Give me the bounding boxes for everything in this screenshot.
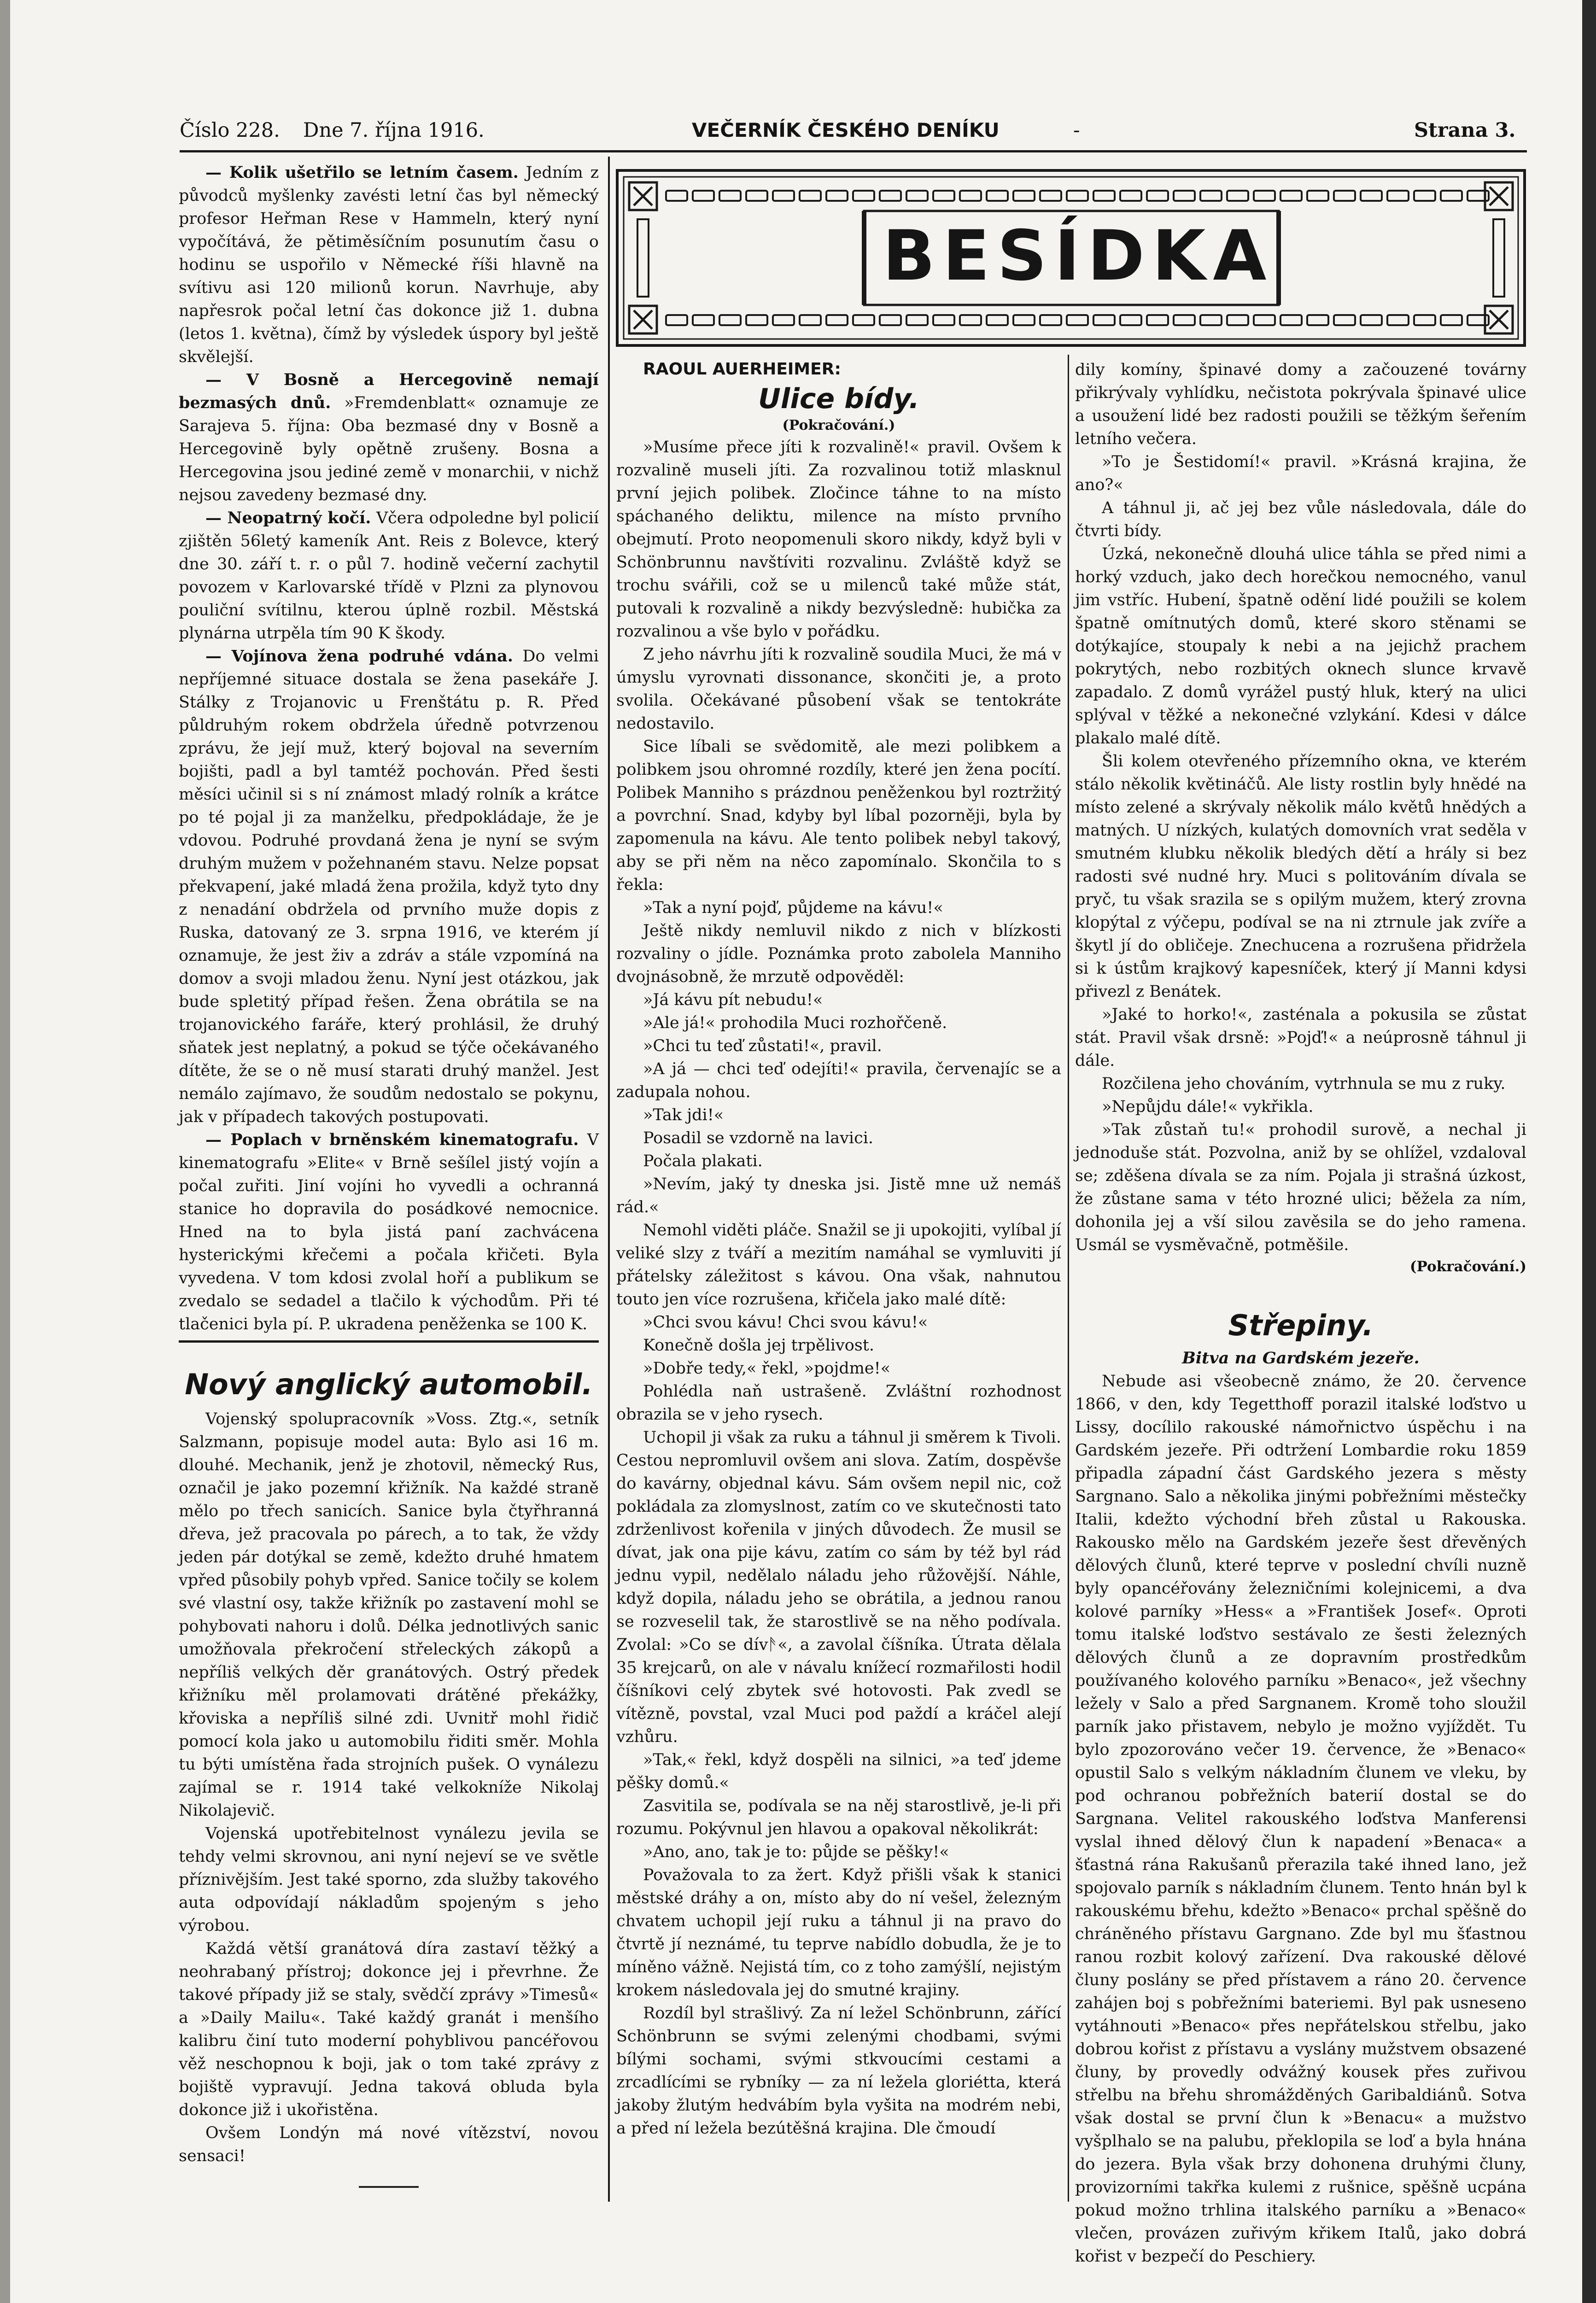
ornament-link — [1093, 191, 1115, 201]
story-paragraph: Rozdíl byl strašlivý. Za ní ležel Schönbrunn, zářící Schönbrunn se svými zelenými chodbami, svými bílými sochami, svými stkvoucími cestami a zrcadlícími se rybníky — za ní ležela gloriétta, která jakoby žlutým hedvábím byla vyšita na modrém nebi, a před ní ležela bezútěšná krajina. Dle čmoudí — [616, 2004, 1061, 2138]
ornament-link — [1147, 315, 1168, 325]
ornament-link — [1387, 315, 1409, 325]
ornament-link — [960, 315, 981, 325]
end-rule — [359, 2186, 419, 2188]
header-rule — [180, 150, 1527, 152]
news-rule — [179, 1340, 599, 1343]
story-paragraph: »Nepůjdu dále!« vykřikla. — [1102, 1098, 1314, 1116]
ornament-link — [1280, 191, 1302, 201]
ornament-link — [1093, 315, 1115, 325]
page-header — [180, 119, 1525, 147]
issue-date: Dne 7. října 1916. — [303, 119, 485, 142]
story-paragraph: »Ano, ano, tak je to: půjde se pěšky!« — [643, 1843, 949, 1861]
news-item-lead: — Poplach v brněnském kinematografu. — [205, 1130, 579, 1149]
ornament-link — [1414, 191, 1435, 201]
story-continued-end: (Pokračování.) — [1409, 1258, 1526, 1275]
story-paragraph: »Nevím, jaký ty dneska jsi. Jistě mne už nemáš rád.« — [616, 1175, 1061, 1216]
story-author: RAOUL AUERHEIMER: — [643, 360, 841, 379]
ornament-link — [1414, 315, 1435, 325]
ornament-link — [1441, 191, 1462, 201]
strepiny-subtitle: Bitva na Gardském jezeře. — [1182, 1349, 1420, 1368]
ornament-link — [666, 315, 687, 325]
ornament-link — [1254, 315, 1275, 325]
newspaper-title: VEČERNÍK ČESKÉHO DENÍKU — [692, 119, 1000, 141]
middle-column — [616, 358, 1061, 2140]
ornament-link — [719, 191, 741, 201]
ornament-link — [1227, 315, 1248, 325]
story-paragraph: Rozčilena jeho chováním, vytrhnula se mu z ruky. — [1102, 1075, 1506, 1093]
news-item — [179, 507, 599, 645]
ornament-link — [826, 191, 848, 201]
column-rule-left — [608, 157, 610, 2202]
ornament-link — [1040, 191, 1061, 201]
story-paragraph: »Chci svou kávu! Chci svou kávu!« — [643, 1313, 928, 1332]
news-item — [179, 161, 599, 368]
news-item-text: V kinematografu »Elite« v Brně sešílel jistý vojín a počal zuřiti. Jiní vojíni ho vyvedli a ochranná stanice ho dopravila do posádkové nemocnice. Hned na to byla jistá paní zachvácena hysterickými křečemi a počala křičeti. Byla vyvedena. V tom kdosi zvolal hoří a publikum se zvedalo se sedadel a tlačilo k východům. Při té tlačenici byla pí. P. ukradena peněženka se 100 K. — [179, 1131, 599, 1333]
story-paragraph: Konečně došla jej trpělivost. — [643, 1336, 874, 1355]
scan-left-edge — [0, 0, 10, 2303]
left-column — [179, 161, 599, 1336]
story-paragraph: Šli kolem otevřeného přízemního okna, ve kterém stálo několik květináčů. Ale listy rostlin byly hnědé na místo zelené a skrývaly několik málo květů hnědých a matných. U nízkých, kulatých domovních vrat seděla v smutném klubku několik bledých dětí a hrály si bez radosti své nudné hry. Muci s politováním dívala se pryč, tu však srazila se s opilým mužem, který zrovna klopýtal z výčepu, podíval se na ni ztrnule jak zvíře a škytl jí do obličeje. Znechucena a rozrušena přidržela si k ústům krajkový kapesníček, který jí Manni kdysi přivezl z Benátek. — [1075, 752, 1526, 1001]
news-item-lead: — Kolik ušetřilo se letním časem. — [205, 163, 519, 182]
story-paragraph: »Tak,« řekl, když dospěli na silnici, »a teď jdeme pěšky domů.« — [616, 1751, 1061, 1792]
ornament-link — [1174, 191, 1195, 201]
car-article — [179, 1363, 599, 2188]
ornament-link — [746, 191, 767, 201]
car-headline: Nový anglický automobil. — [185, 1368, 593, 1401]
ornament-link — [693, 315, 714, 325]
story-paragraph: Považovala to za žert. Když přišli však k stanici městské dráhy a on, místo aby do ní vešel, železným chvatem uchopil její ruku a táhnul ji na pravo do čtvrtě jí neznámé, tu teprve nabídlo dobudla, že je to míněno vážně. Nejistá tím, co z toho zamýšlí, nejistým krokem následovala jej do smutné krajiny. — [616, 1866, 1061, 1999]
scan-right-edge — [1582, 0, 1596, 2303]
story-body-continued — [1075, 358, 1526, 1257]
story-paragraph: Z jeho návrhu jíti k rozvalině soudila Muci, že má v úmyslu vyrovnati dissonance, skončiti je, a proto svolila. Očekávané působení však se tentokráte nedostavilo. — [616, 645, 1061, 733]
story-paragraph: Uchopil ji však za ruku a táhnul ji směrem k Tivoli. Cestou nepromluvil ovšem ani slova. Zatím, dospěvše do kavárny, objednal kávu. Sám ovšem nepil nic, což pokládala za zlomyslnost, zatím co ve skutečnosti tato zdrženlivost kořenila v jiných důvodech. Že musil se dívat, jak ona pije kávu, zatím co sám by též byl rád jednu vypil, nedělalo náladu jeho růžovější. Náhle, když dopila, náladu jeho se obrátila, a jednou ranou se rozveselil tak, že starostlivě se na něho podívala. Zvolal: »Co se dívᚫ«, a zavolal číšníka. Útrata dělala 35 krejcarů, on ale v návalu knížecí rozmařilosti hodil číšníkovi celý zbytek své hotovosti. Pak zvedl se vítězně, povstal, vzal Muci pod paždí a kráčel alejí vzhůru. — [616, 1428, 1061, 1746]
ornament-link — [800, 315, 821, 325]
ornament-link — [1307, 191, 1328, 201]
ornament-link — [1280, 315, 1302, 325]
news-item — [179, 1128, 599, 1336]
car-paragraph: Vojenský spolupracovník »Voss. Ztg.«, setník Salzmann, popisuje model auta: Bylo asi 16 m. dlouhé. Mechanik, jenž je zhotovil, německý Rus, označil je jako pozemní křižník. Na každé straně mělo po třech sanicích. Sanice byla čtyřhranná dřeva, jež pracovala po párech, a to tak, že vždy jeden pár dotýkal se země, kdežto druhé hmatem vpřed působily pohyb vpřed. Sanice točily se kolem své vlastní osy, takže křižník po zastavení mohl se pohybovati nahoru i dolů. Délka jednotlivých sanic umožňovala překročení střeleckých zákopů a nepříliš velkých děr granátových. Ostrý předek křižníku měl prolamovati drátěné překážky, křoviska a nepříliš silné zdi. Uvnitř mohl řidič pomocí kola jako u automobilu řiditi směr. Mohla tu býti umístěna řada strojních pušek. O vynálezu zajímal se r. 1914 také velkokníže Nikolaj Nikolajevič. — [179, 1410, 599, 1820]
ornament-link — [1147, 191, 1168, 201]
ornament-link — [933, 191, 954, 201]
news-list — [179, 161, 599, 1336]
besidka-banner — [615, 169, 1526, 347]
story-paragraph: Úzká, nekonečně dlouhá ulice táhla se před nimi a horký vzduch, jako dech horečkou nemocného, vanul jim vstříc. Hubení, špatně odění lidé použili se kolem špatně omítnutých domů, které skoro stěnami se dotýkajíce, stoupaly k nebi a na jejichž prachem pokrytých, nebo rozbitých oknech slunce krvavě zapadalo. Z domů vyrážel pustý hluk, který na ulici splýval v těžké a nekonečné vzlykání. Kdesi v dálce plakalo malé dítě. — [1075, 545, 1526, 748]
news-item — [179, 645, 599, 1128]
ornament-link — [1361, 315, 1382, 325]
story-paragraph: »Tak a nyní pojď, půjdeme na kávu!« — [643, 899, 943, 917]
ornament-link — [1334, 315, 1355, 325]
news-item — [179, 368, 599, 507]
ornament-link — [666, 191, 687, 201]
ornament-link — [1361, 191, 1382, 201]
besidka-title: BESÍDKA — [883, 216, 1274, 296]
car-paragraph: Každá větší granátová díra zastaví těžký a neohrabaný přístroj; dokonce jej i převrhne. Že takové případy již se staly, svědčí zprávy »Timesů« a »Daily Mailu«. Také každý granát i menšího kalibru činí tuto moderní pohyblivou pancéřovou věž neschopnou k boji, jak o tom také zprávy z bojiště vypravují. Jedna taková obluda byla dokonce již i ukořistěna. — [179, 1940, 599, 2119]
ornament-link — [1174, 315, 1195, 325]
ornament-link — [987, 191, 1008, 201]
story-paragraph: Posadil se vzdorně na lavici. — [643, 1129, 874, 1147]
ornament-link — [1200, 191, 1222, 201]
news-item-lead: — Neopatrný kočí. — [205, 509, 371, 527]
story-paragraph: »Jaké to horko!«, zasténala a pokusila se zůstat stát. Pravil však drsně: »Pojď!« a neúprosně táhnul ji dále. — [1075, 1005, 1526, 1070]
ornament-link — [1307, 315, 1328, 325]
ornament-link — [853, 315, 874, 325]
news-item-text: »Fremdenblatt« oznamuje ze Sarajeva 5. října: Oba bezmasé dny v Bosně a Hercegovině byly opětně zrušeny. Bosna a Hercegovina jsou jediné země v monarchii, v nichž nejsou zavedeny bezmasé dny. — [179, 394, 599, 504]
ornament-link — [826, 315, 848, 325]
column-rule-right — [1068, 355, 1069, 2202]
story-paragraph: dily komíny, špinavé domy a začouzené továrny přikrývaly vyhlídku, nečistota pokrývala špinavé ulice a usoužení lidé bez radosti použili se těžkým šeřením letního večera. — [1075, 361, 1526, 448]
ornament-link — [1120, 315, 1141, 325]
news-item-lead: — Vojínova žena podruhé vdána. — [205, 647, 513, 666]
news-item-text: Do velmi nepříjemné situace dostala se žena pasekáře J. Stálky z Trojanovic u Frenštátu p. R. Před půldruhým rokem obdržela úředně potvrzenou zprávu, že její muž, který bojoval na severním bojišti, padl a byl tamtéž pochován. Před šesti měsíci učinil si s ní známost mladý rolník a krátce po té pojal ji za manželku, předpokládaje, že je vdovou. Podruhé provdaná žena je nyní se svým druhým mužem v požehnaném stavu. Nelze popsat překvapení, jaké mladá žena prožila, když tyto dny z nenadání obdržela od prvního muže dopis z Ruska, datovaný ze 3. srpna 1916, ve kterém jí oznamuje, že jest živ a zdráv a stále vzpomíná na domov a svoji mladou ženu. Nyní jest otázkou, jak bude spletitý případ řešen. Žena obrátila se na trojanovického faráře, který prohlásil, že druhý sňatek jest neplatný, a pokud se týče očekávaného dítěte, že se o ně musí starati druhý manžel. Jest nemálo zajímavo, že soudům nedostalo se pokynu, jak v případech takových postupovati. — [179, 647, 599, 1126]
car-paragraph: Vojenská upotřebitelnost vynálezu jevila se tehdy velmi skrovnou, ani nyní nejeví se ve světle příznivějším. Jest také sporno, zda služby takového auta odpovídají nákladům spojeným s jeho výrobou. — [179, 1824, 599, 1935]
story-paragraph: »Musíme přece jíti k rozvalině!« pravil. Ovšem k rozvalině museli jíti. Za rozvalinou totiž mlasknul první jejich polibek. Zločince táhne to na místo spáchaného deliktu, milence na místo prvního obejmutí. Proto neopomenuli skoro nikdy, když byli v Schönbrunnu navštíviti rozvalinu. Zvláště když se trochu svářili, což se u milenců také může stát, putovali k rozvalině a nikdy bezvýsledně: hubička za rozvalinou a vše bylo v pořádku. — [616, 438, 1061, 641]
story-continued: (Pokračování.) — [782, 417, 895, 433]
ornament-link — [693, 191, 714, 201]
story-paragraph: Sice líbali se svědomitě, ale mezi polibkem a polibkem jsou ohromné rozdíly, které jen žena pocítí. Polibek Manniho s prázdnou peněženkou byl roztržitý a povrchní. Snad, kdyby byl líbal pozorněji, byla by zapomenula na kávu. Ale tento polibek nebyl takový, aby se při něm na něco zapomínalo. Skončila to s řekla: — [616, 737, 1061, 894]
header-dash: - — [1073, 119, 1080, 142]
story-paragraph: Pohlédla naň ustrašeně. Zvláštní rozhodnost obrazila se v jeho rysech. — [616, 1382, 1061, 1424]
ornament-link — [1227, 191, 1248, 201]
news-item-lead: — V Bosně a Hercegovině nemají bezmasých dnů. — [179, 370, 599, 412]
story-paragraph: Ještě nikdy nemluvil nikdo z nich v blízkosti rozvaliny o jídle. Poznámka proto zabolela Manniho dvojnásobně, že mrzutě odpověděl: — [616, 922, 1061, 986]
story-paragraph: Počala plakati. — [643, 1152, 763, 1170]
ornament-link — [1441, 315, 1462, 325]
ornament-link — [773, 315, 794, 325]
car-body — [179, 1408, 599, 2168]
ornament-link — [1040, 315, 1061, 325]
news-item-text: Včera odpoledne byl policií zjištěn 56letý kameník Ant. Reis z Bolevce, který dne 30. září t. r. o půl 7. hodině večerní zachytil povozem v Karlovarské třídě v Plzni za plynovou pouliční svítilnu, kterou úplně rozbil. Městská plynárna utrpěla tím 90 K škody. — [179, 509, 599, 643]
ornament-link — [1387, 191, 1409, 201]
ornament-link — [746, 315, 767, 325]
ornament-link — [1013, 191, 1035, 201]
ornament-link — [880, 315, 901, 325]
story-paragraph: Nemohl viděti pláče. Snažil se ji upokojiti, vylíbal jí veliké slzy z tváří a mezitím namáhal se vymluviti jí přátelsky záležitost s kávou. Ona však, nahnutou touto jen více rozrušena, křičela jako malé dítě: — [616, 1221, 1061, 1309]
ornament-link — [1067, 191, 1088, 201]
ornament-link — [1120, 191, 1141, 201]
ornament-link — [960, 191, 981, 201]
ornament-link — [1254, 191, 1275, 201]
story-paragraph: »Tak zůstaň tu!« prohodil surově, a nechal ji jednoduše stát. Pozvolna, aniž by se ohlížel, vzdaloval se; zděšena dívala se za ním. Pojala ji strašná úzkost, že zůstane sama v této hrozné ulici; běžela za ním, dohonila jej a vší silou zavěsila se do jeho ramena. Usmál se vysměvačně, potměšile. — [1075, 1121, 1526, 1254]
ornament-link — [853, 191, 874, 201]
ornament-link — [773, 191, 794, 201]
ornament-link — [1200, 315, 1222, 325]
story-paragraph: »Chci tu teď zůstati!«, pravil. — [643, 1037, 882, 1055]
page-number: Strana 3. — [1414, 119, 1516, 142]
story-paragraph: »To je Šestidomí!« pravil. »Krásná krajina, že ano?« — [1075, 453, 1526, 494]
right-column — [1075, 358, 1526, 2268]
ornament-link — [1334, 191, 1355, 201]
story-paragraph: A táhnul ji, ač jej bez vůle následovala, dále do čtvrti bídy. — [1075, 499, 1526, 540]
story-paragraph: »Dobře tedy,« řekl, »pojdme!« — [643, 1359, 891, 1378]
ornament-link — [1067, 315, 1088, 325]
ornament-link — [1013, 315, 1035, 325]
ornament-link — [906, 315, 928, 325]
story-paragraph: »Tak jdi!« — [643, 1106, 724, 1124]
strepiny-paragraph: Nebude asi všeobecně známo, že 20. července 1866, v den, kdy Tegetthoff porazil italské loďstvo u Lissy, docílilo rakouské námořnictvo úspěchu i na Gardském jezeře. Při odtržení Lombardie roku 1859 připadla západní část Gardského jezera s městy Sargnano. Salo a několika jinými pobřežními městečky Italii, kdežto východní břeh zůstal u Rakouska. Rakousko mělo na Gardském jezeře šest dřevěných dělových člunů, které teprve v poslední chvíli nuzně byly opancéřovány železničními kolejnicemi, a dva kolové parníky »Hess« a »František Josef«. Oproti tomu italské loďstvo sestávalo ze šesti železných dělových člunů a ze dopravním prostředkům používaného kolového parníku »Benaco«, jež všechny ležely v Salo a před Sargnanem. Kromě toho sloužil parník jako přistavem, nebylo je možno vyjíždět. Tu bylo zpozorováno večer 19. července, že »Benaco« opustil Salo s velkým nákladním člunem ve vleku, by pod ochranou pobřežních baterií dostal se do Sargnana. Velitel rakouského loďstva Manferensi vyslal ihned dělový člun k napadení »Benaca« a šťastná rána Rakušanů přerazila také ihned lano, jež spojovalo parník s nákladním člunem. Tento hnán byl k rakouskému břehu, kdežto »Benaco« prchal spěšně do chráněného přístavu Gargnano. Zde byl mu šťastnou ranou rozbit kolový zařízení. Dva rakouské dělové čluny poslány se před přístavem a ráno 20. července zahájen boj s pobřežními bateriemi. Byl pak usneseno vytáhnouti »Benaco« přes nepřátelskou střelbu, jako dobrou kořist z přístavu a vyslány mužstvem obsazené čluny, by provedly odvážný kousek přes zuřivou střelbu na břehu shromážděných Garibaldiánů. Sotva však dostal se první člun k »Benacu« a mužstvo vyšplhalo se na palubu, překlopila se loď a byla hnána do jezera. Byla však brzy dohonena druhými čluny, provizorními takřka kulemi z rušnice, spěšně ucpána pokud možno trhlina italského parníku a »Benaco« vlečen, provázen zuřivým křikem Italů, jako dobrá kořist v bezpečí do Peschiery. — [1075, 1372, 1526, 2266]
story-paragraph: Zasvitila se, podívala se na něj starostlivě, je-li při rozumu. Pokývnul jen hlavou a opakoval několikrát: — [616, 1797, 1061, 1838]
story-paragraph: »Ale já!« prohodila Muci rozhořčeně. — [643, 1014, 947, 1032]
ornament-link — [987, 315, 1008, 325]
news-item-text: Jedním z původců myšlenky zavésti letní čas byl německý profesor Heřman Rese v Hammeln, který nyní vypočítává, že pětiměsíčním posunutím času o hodinu se uspořilo v Německé říši hlavně na svítivu asi 120 milionů korun. Navrhuje, aby napřesrok počal letní čas dokonce již 1. dubna (letos 1. května), čímž by výsledek úspory byl ještě skvělejší. — [179, 164, 599, 366]
ornament-link — [906, 191, 928, 201]
strepiny-title: Střepiny. — [1228, 1309, 1374, 1342]
ornament-link — [719, 315, 741, 325]
story-body — [616, 436, 1061, 2140]
story-paragraph: »Já kávu pít nebudu!« — [643, 991, 823, 1009]
ornament-link — [880, 191, 901, 201]
ornament-link — [933, 315, 954, 325]
issue-number: Číslo 228. — [180, 119, 280, 142]
story-paragraph: »A já — chci teď odejíti!« pravila, červenajíc se a zadupala nohou. — [616, 1060, 1061, 1101]
story-title: Ulice bídy. — [758, 383, 919, 415]
ornament-link — [800, 191, 821, 201]
car-paragraph: Ovšem Londýn má nové vítězství, novou sensaci! — [179, 2124, 599, 2165]
strepiny-body — [1075, 1370, 1526, 2268]
